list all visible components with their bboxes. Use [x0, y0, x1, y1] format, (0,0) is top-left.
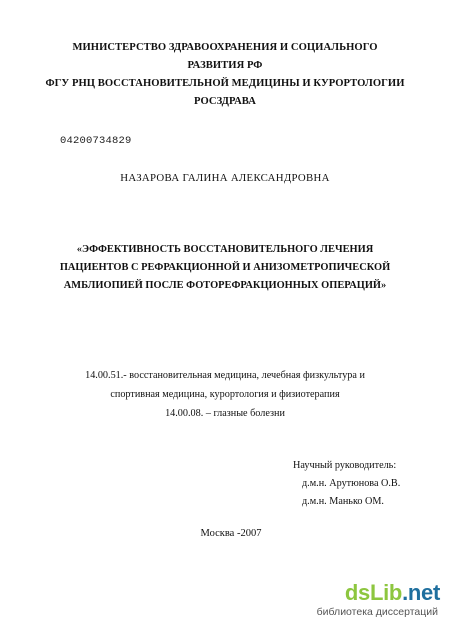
city-year: Москва -2007	[200, 528, 262, 539]
dslib-logo[interactable]	[345, 580, 440, 606]
title-line-3: АМБЛИОПИЕЙ ПОСЛЕ ФОТОРЕФРАКЦИОННЫХ ОПЕРАЦИЙ»	[63, 280, 387, 291]
specialty-line-1: 14.00.51.- восстановительная медицина, лечебная физкультура и	[85, 370, 365, 381]
library-code: 04200734829	[60, 135, 132, 147]
title-line-1: «ЭФФЕКТИВНОСТЬ ВОССТАНОВИТЕЛЬНОГО ЛЕЧЕНИЯ	[76, 244, 374, 255]
institution-line-2: РОСЗДРАВА	[194, 96, 256, 107]
ministry-line-1: МИНИСТЕРСТВО ЗДРАВООХРАНЕНИЯ И СОЦИАЛЬНОГО	[72, 42, 378, 53]
author-name: НАЗАРОВА ГАЛИНА АЛЕКСАНДРОВНА	[120, 172, 330, 184]
specialty-line-2: спортивная медицина, курортология и физиотерапия	[110, 389, 340, 400]
logo-part-1: dsLib	[344, 580, 403, 605]
supervisor-name-1: д.м.н. Арутюнова О.В.	[302, 478, 401, 489]
logo-part-2: .net	[402, 580, 440, 605]
ministry-line-2: РАЗВИТИЯ РФ	[187, 60, 263, 71]
supervisor-label: Научный руководитель:	[293, 460, 397, 471]
supervisor-name-2: д.м.н. Манько ОМ.	[302, 496, 384, 507]
specialty-line-3: 14.00.08. – глазные болезни	[165, 408, 285, 419]
institution-line-1: ФГУ РНЦ ВОССТАНОВИТЕЛЬНОЙ МЕДИЦИНЫ И КУРОРТОЛОГИИ	[45, 78, 405, 89]
title-line-2: ПАЦИЕНТОВ С РЕФРАКЦИОННОЙ И АНИЗОМЕТРОПИЧЕСКОЙ	[59, 262, 391, 273]
watermark-subtitle: библиотека диссертаций	[316, 606, 438, 618]
